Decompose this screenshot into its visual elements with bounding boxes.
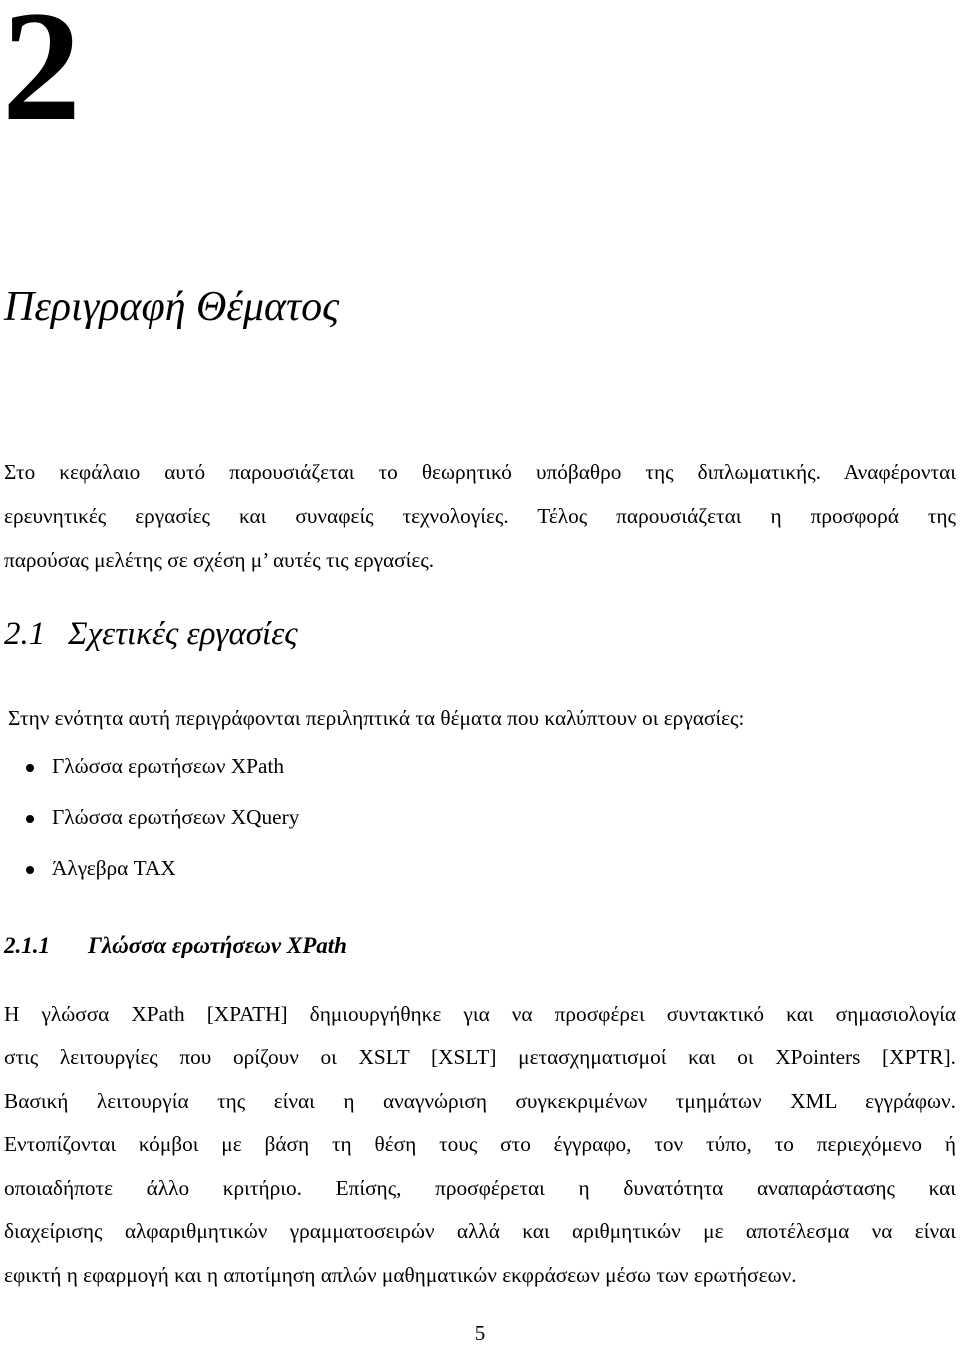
- list-item-label: Γλώσσα ερωτήσεων XQuery: [52, 805, 300, 829]
- page-number: 5: [474, 1321, 486, 1345]
- chapter-number: 2: [2, 0, 81, 154]
- chapter-intro-line: παρούσας μελέτης σε σχέση μ’ αυτές τις εργασίες.: [4, 548, 435, 572]
- chapter-title: Περιγραφή Θέματος: [4, 284, 340, 330]
- body-line: Η γλώσσα XPath [XPATH] δημιουργήθηκε για να προσφέρει συντακτικό και σημασιολογία: [4, 1002, 956, 1026]
- section-intro: Στην ενότητα αυτή περιγράφονται περιληπτικά τα θέματα που καλύπτουν οι εργασίες:: [8, 706, 745, 730]
- section-heading: [4, 618, 298, 651]
- subsection-heading: [4, 934, 347, 957]
- body-line: στις λειτουργίες που ορίζουν οι XSLT [XSLT] μετασχηματισμοί και οι XPointers [XPTR].: [4, 1045, 956, 1069]
- list-item: [26, 858, 299, 909]
- section-title: Σχετικές εργασίες: [68, 616, 298, 652]
- bullet-icon: [26, 764, 34, 772]
- body-line: Εντοπίζονται κόμβοι με βάση τη θέση τους στο έγγραφο, τον τύπο, το περιεχόμενο ή: [4, 1132, 956, 1156]
- body-line: εφικτή η εφαρμογή και η αποτίμηση απλών μαθηματικών εκφράσεων μέσω των ερωτήσεων.: [4, 1263, 797, 1287]
- bullet-icon: [26, 815, 34, 823]
- chapter-intro-line: Στο κεφάλαιο αυτό παρουσιάζεται το θεωρητικό υπόβαθρο της διπλωματικής. Αναφέρονται: [4, 460, 956, 484]
- body-line: οποιαδήποτε άλλο κριτήριο. Επίσης, προσφέρεται η δυνατότητα αναπαράστασης και: [4, 1176, 956, 1200]
- subsection-title: Γλώσσα ερωτήσεων XPath: [88, 933, 347, 958]
- list-item: [26, 756, 299, 807]
- bullet-icon: [26, 866, 34, 874]
- list-item: [26, 807, 299, 858]
- body-line: Βασική λειτουργία της είναι η αναγνώριση συγκεκριμένων τμημάτων XML εγγράφων.: [4, 1089, 956, 1113]
- list-item-label: Γλώσσα ερωτήσεων XPath: [52, 754, 285, 778]
- body-line: διαχείρισης αλφαριθμητικών γραμματοσειρών αλλά και αριθμητικών με αποτέλεσμα να είναι: [4, 1219, 956, 1243]
- topic-list: [26, 756, 299, 909]
- chapter-intro-line: ερευνητικές εργασίες και συναφείς τεχνολογίες. Τέλος παρουσιάζεται η προσφορά της: [4, 504, 956, 528]
- list-item-label: Άλγεβρα TAX: [52, 856, 176, 880]
- section-number: 2.1: [4, 616, 46, 652]
- subsection-number: 2.1.1: [4, 933, 50, 958]
